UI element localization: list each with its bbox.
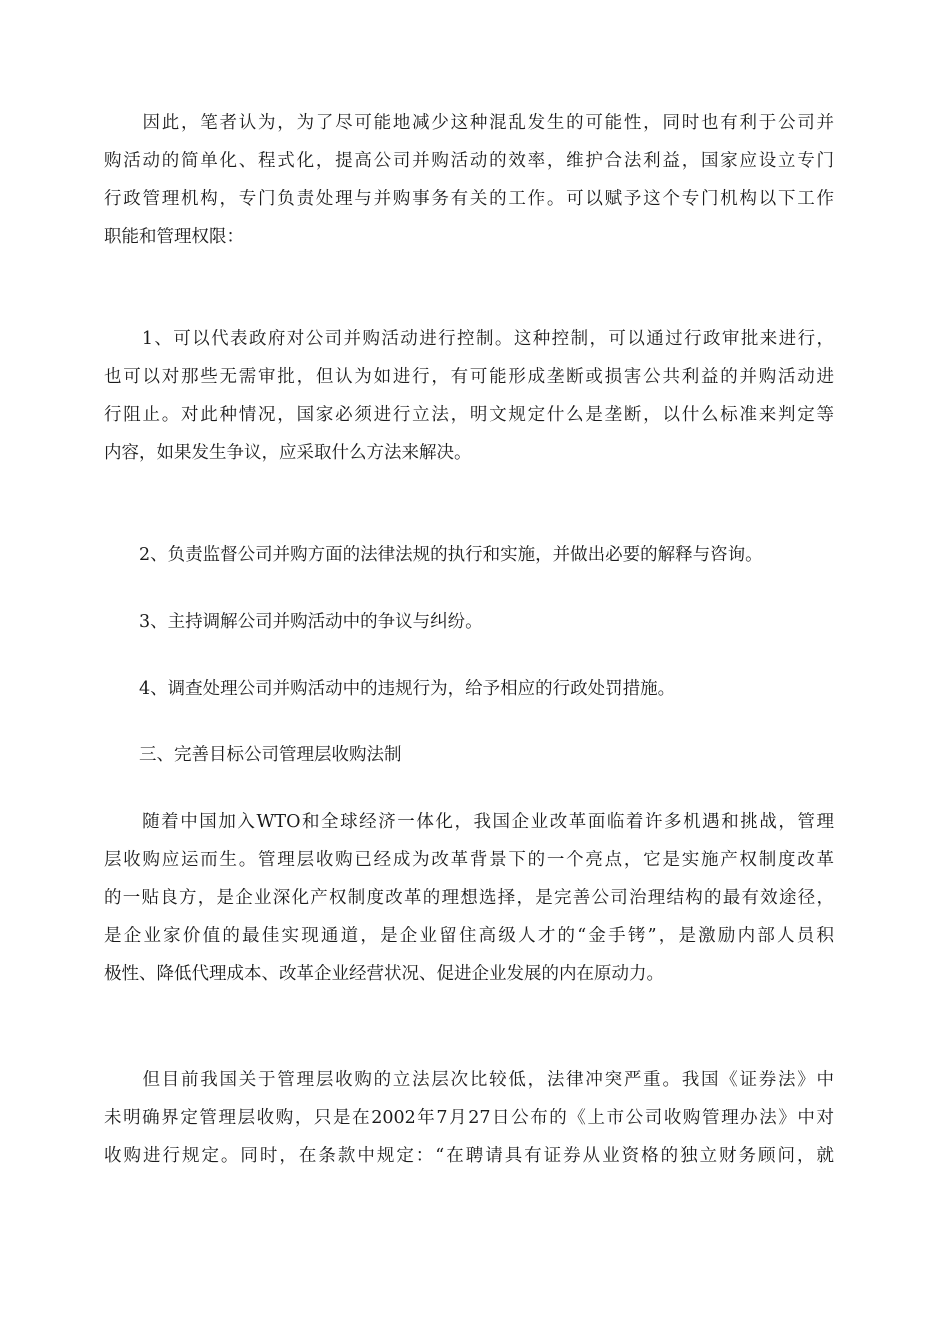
text-line: 行政管理机构，专门负责处理与并购事务有关的工作。可以赋予这个专门机构以下工作 [104, 189, 834, 209]
text-line: 2、负责监督公司并购方面的法律法规的执行和实施，并做出必要的解释与咨询。 [104, 545, 763, 565]
paragraph-intro [104, 104, 834, 256]
section-heading [104, 736, 834, 774]
text-line: 职能和管理权限： [104, 227, 244, 247]
paragraph-mbo-intro [104, 803, 834, 993]
text-line: 购活动的简单化、程式化，提高公司并购活动的效率，维护合法利益，国家应设立专门 [104, 151, 834, 171]
text-line: 三、完善目标公司管理层收购法制 [104, 745, 402, 765]
text-line: 是企业家价值的最佳实现通道，是企业留住高级人才的“金手铐”，是激励内部人员积 [104, 926, 834, 946]
paragraph-mbo-law [104, 1061, 834, 1175]
paragraph-item-1 [104, 320, 834, 472]
text-line: 3、主持调解公司并购活动中的争议与纠纷。 [104, 612, 483, 632]
text-line: 极性、降低代理成本、改革企业经营状况、促进企业发展的内在原动力。 [104, 964, 664, 984]
text-line: 收购进行规定。同时，在条款中规定：“在聘请具有证券从业资格的独立财务顾问，就 [104, 1146, 834, 1166]
text-line: 内容，如果发生争议，应采取什么方法来解决。 [104, 443, 472, 463]
text-line: 随着中国加入WTO和全球经济一体化，我国企业改革面临着许多机遇和挑战，管理 [104, 812, 834, 832]
text-line: 但目前我国关于管理层收购的立法层次比较低，法律冲突严重。我国《证券法》中 [104, 1070, 834, 1090]
text-line: 的一贴良方，是企业深化产权制度改革的理想选择，是完善公司治理结构的最有效途径， [104, 888, 834, 908]
text-line: 未明确界定管理层收购，只是在2002年7月27日公布的《上市公司收购管理办法》中对 [104, 1108, 834, 1128]
paragraph-item-3 [104, 603, 834, 641]
text-line: 行阻止。对此种情况，国家必须进行立法，明文规定什么是垄断，以什么标准来判定等 [104, 405, 834, 425]
text-line: 层收购应运而生。管理层收购已经成为改革背景下的一个亮点，它是实施产权制度改革 [104, 850, 834, 870]
text-line: 也可以对那些无需审批，但认为如进行，有可能形成垄断或损害公共利益的并购活动进 [104, 367, 834, 387]
paragraph-item-2 [104, 536, 834, 574]
paragraph-item-4 [104, 670, 834, 708]
text-line: 1、可以代表政府对公司并购活动进行控制。这种控制，可以通过行政审批来进行， [104, 329, 834, 349]
text-line: 因此，笔者认为，为了尽可能地减少这种混乱发生的可能性，同时也有利于公司并 [104, 113, 834, 133]
text-line: 4、调查处理公司并购活动中的违规行为，给予相应的行政处罚措施。 [104, 679, 676, 699]
